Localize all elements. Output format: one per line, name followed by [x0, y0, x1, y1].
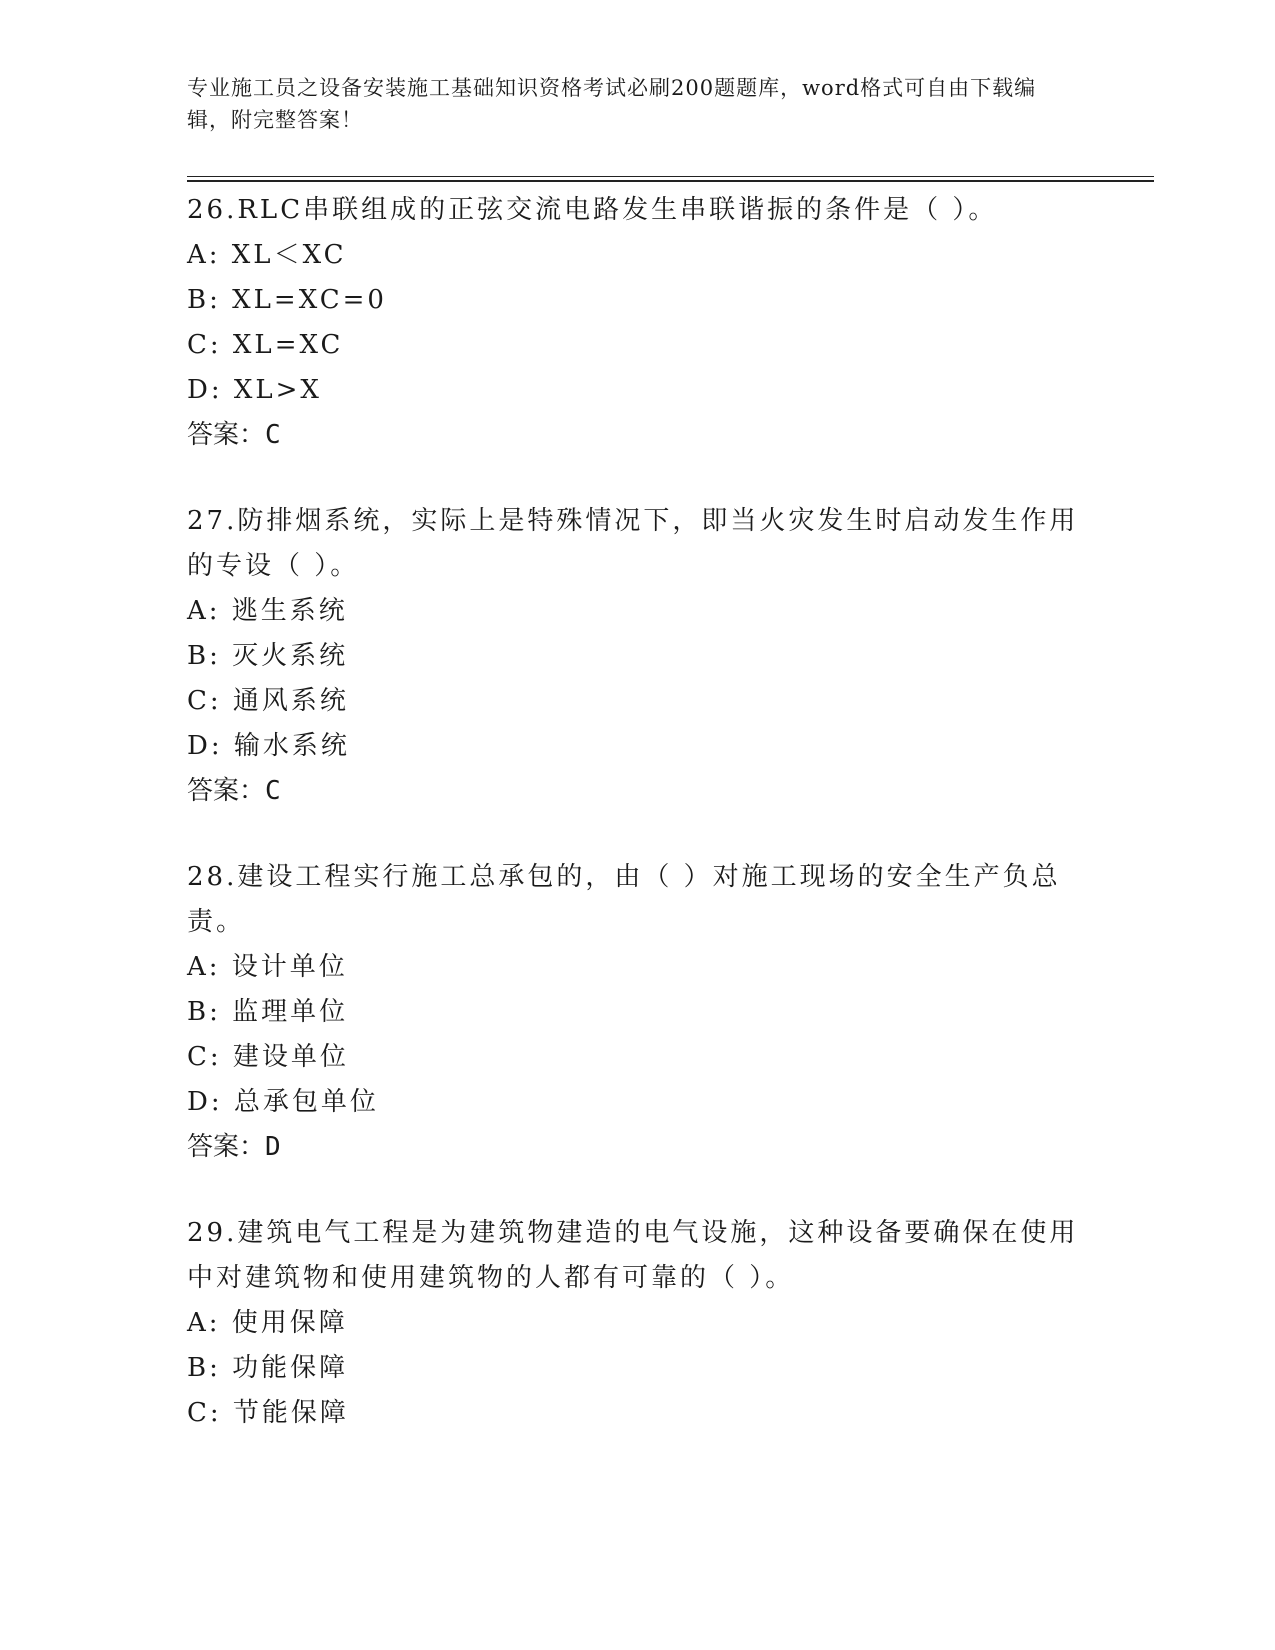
option-d: D: 输水系统 [187, 731, 350, 761]
question-27 [187, 499, 1087, 814]
document-header: 专业施工员之设备安装施工基础知识资格考试必刷200题题库，word格式可自由下载编辑，附完整答案！ [187, 76, 1037, 132]
answer-line: 答案：C [187, 776, 281, 806]
option-c: C: 通风系统 [187, 686, 349, 716]
question-stem: 26.RLC串联组成的正弦交流电路发生串联谐振的条件是（ ）。 [187, 195, 998, 225]
question-stem: 28.建设工程实行施工总承包的，由（ ）对施工现场的安全生产负总责。 [187, 862, 1061, 937]
option-a: A: 设计单位 [187, 952, 348, 982]
header-divider-thin [187, 176, 1154, 177]
option-c: C: XL=XC [187, 330, 344, 360]
option-b: B: 灭火系统 [187, 641, 349, 671]
option-d: D: XL>X [187, 375, 322, 405]
answer-line: 答案：C [187, 420, 281, 450]
question-list [187, 188, 1087, 1477]
question-28 [187, 855, 1087, 1170]
option-a: A: XL＜XC [187, 240, 347, 270]
option-d: D: 总承包单位 [187, 1087, 379, 1117]
question-stem: 29.建筑电气工程是为建筑物建造的电气设施，这种设备要确保在使用中对建筑物和使用建筑物的人都有可靠的（ ）。 [187, 1218, 1079, 1293]
header-divider-thick [187, 180, 1154, 182]
answer-line: 答案：D [187, 1132, 281, 1162]
option-a: A: 使用保障 [187, 1308, 348, 1338]
option-a: A: 逃生系统 [187, 596, 348, 626]
option-b: B: 监理单位 [187, 997, 349, 1027]
question-26 [187, 188, 1087, 458]
option-b: B: 功能保障 [187, 1353, 349, 1383]
question-stem: 27.防排烟系统，实际上是特殊情况下，即当火灾发生时启动发生作用的专设（ ）。 [187, 506, 1079, 581]
option-c: C: 节能保障 [187, 1398, 349, 1428]
option-b: B: XL=XC=0 [187, 285, 387, 315]
question-29 [187, 1211, 1087, 1436]
option-c: C: 建设单位 [187, 1042, 349, 1072]
